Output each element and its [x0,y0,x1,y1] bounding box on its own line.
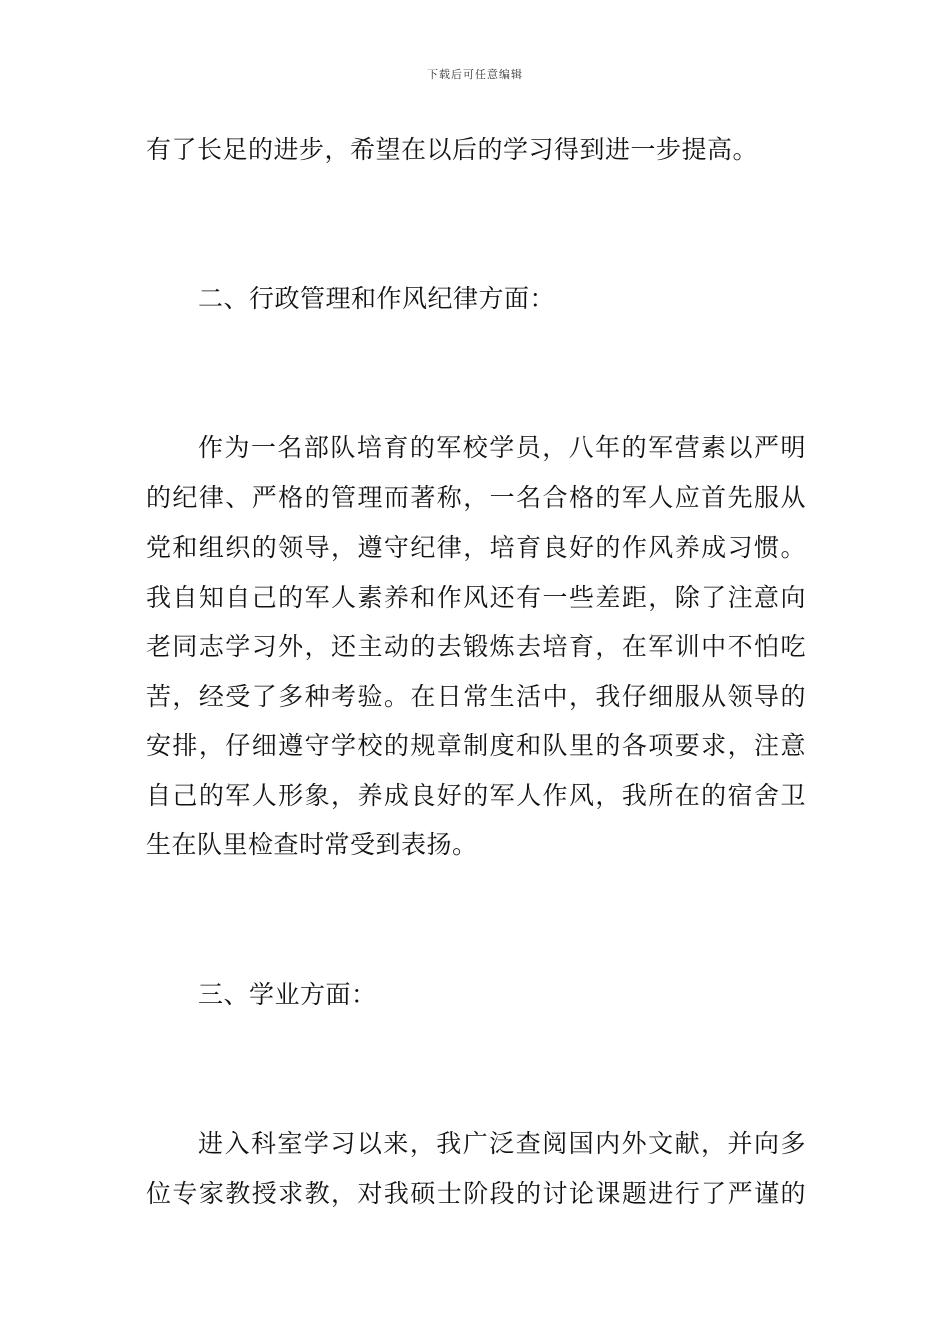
paragraph-line: 自己的军人形象，养成良好的军人作风，我所在的宿舍卫 [146,781,806,810]
paragraph-line: 进入科室学习以来，我广泛查阅国内外文献，并向多 [198,1129,806,1158]
paragraph-line: 的纪律、严格的管理而著称，一名合格的军人应首先服从 [146,483,806,512]
paragraph-line: 作为一名部队培育的军校学员，八年的军营素以严明 [198,433,806,462]
section-heading: 三、学业方面： [198,980,377,1009]
paragraph-line: 生在队里检查时常受到表扬。 [146,830,478,859]
page-header: 下载后可任意编辑 [427,68,523,81]
section-heading: 二、行政管理和作风纪律方面： [198,284,556,313]
paragraph-line: 位专家教授求教，对我硕士阶段的讨论课题进行了严谨的 [146,1179,806,1208]
paragraph-line: 有了长足的进步，希望在以后的学习得到进一步提高。 [146,135,759,164]
paragraph-line: 老同志学习外，还主动的去锻炼去培育，在军训中不怕吃 [146,632,806,661]
paragraph-line: 我自知自己的军人素养和作风还有一些差距，除了注意向 [146,583,806,612]
paragraph-line: 安排，仔细遵守学校的规章制度和队里的各项要求，注意 [146,731,806,760]
paragraph-line: 党和组织的领导，遵守纪律，培育良好的作风养成习惯。 [146,533,806,562]
paragraph-line: 苦，经受了多种考验。在日常生活中，我仔细服从领导的 [146,682,806,711]
